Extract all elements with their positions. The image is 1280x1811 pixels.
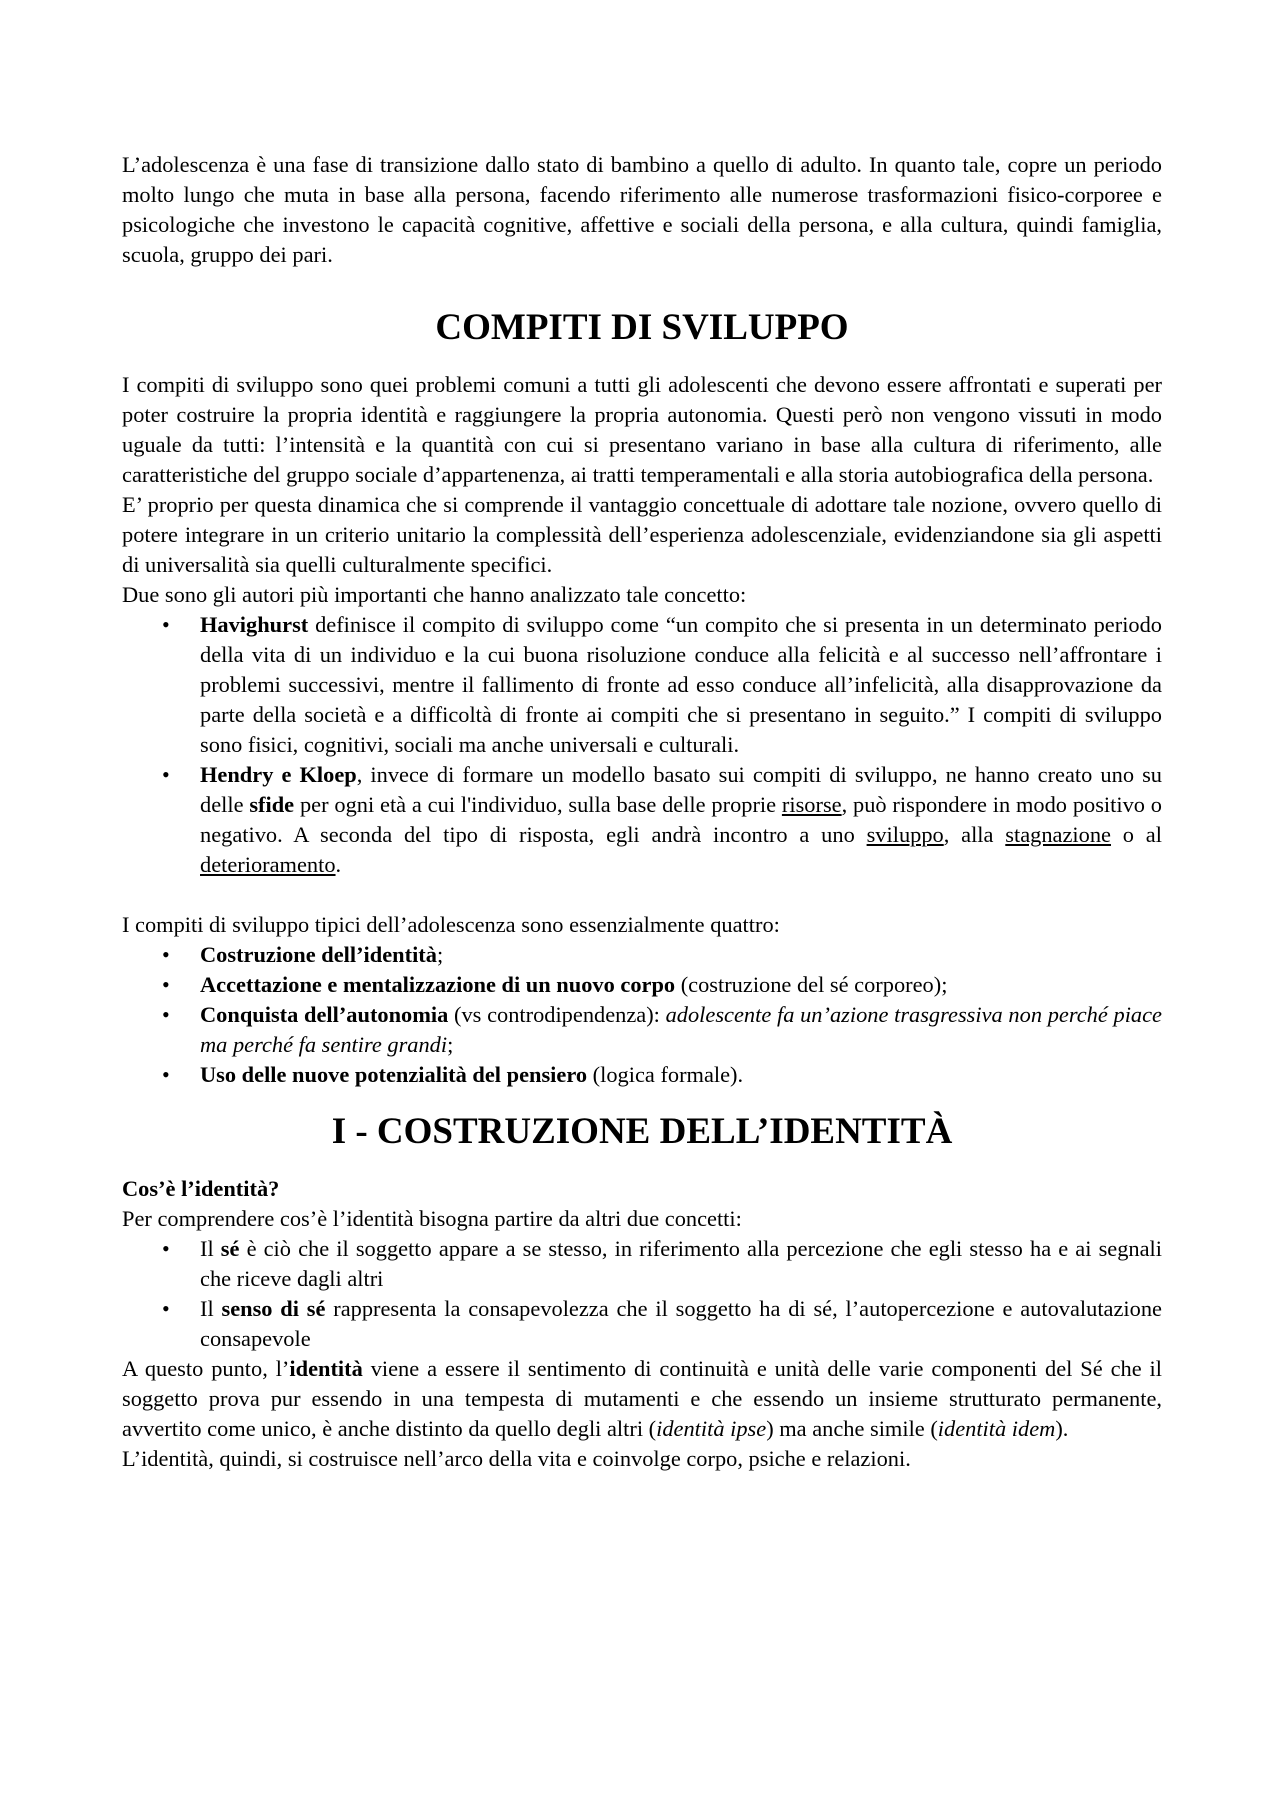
task-text: (vs controdipendenza): xyxy=(448,1002,666,1027)
task-text: ; xyxy=(436,942,444,967)
author-text: , alla xyxy=(943,822,1006,847)
list-item-task xyxy=(122,940,1162,970)
author-name: Hendry e Kloep xyxy=(200,762,357,787)
bullet-icon: • xyxy=(162,1002,170,1027)
author-name: Havighurst xyxy=(200,612,309,637)
identita-paragraph-3: L’identità, quindi, si costruisce nell’arco della vita e coinvolge corpo, psiche e relazioni. xyxy=(122,1446,911,1471)
paragraph-text: A questo punto, l’ xyxy=(122,1356,290,1381)
concept-pre: Il xyxy=(200,1236,221,1261)
concepts-list xyxy=(122,1234,1162,1354)
task-title: Conquista dell’autonomia xyxy=(200,1002,449,1027)
bullet-icon: • xyxy=(162,942,170,967)
identita-paragraph-2 xyxy=(122,1354,1162,1444)
heading-costruzione-identita: I - COSTRUZIONE DELL’IDENTITÀ xyxy=(331,1111,953,1152)
compiti-paragraph-2: E’ proprio per questa dinamica che si comprende il vantaggio concettuale di adottare tale nozione, ovvero quello di potere integrare in un criterio unitario la complessità dell’esperienza adolescenziale, evidenziandone sia gli aspetti di universalità sia quelli culturalmente specifici. xyxy=(122,492,1162,577)
term-identita-ipse: identità ipse xyxy=(656,1416,767,1441)
bullet-icon: • xyxy=(162,1236,170,1261)
task-title: Uso delle nuove potenzialità del pensiero xyxy=(200,1062,588,1087)
concept-term: senso di sé xyxy=(221,1296,326,1321)
authors-list xyxy=(122,610,1162,880)
term-risorse: risorse xyxy=(781,792,842,817)
paragraph-text: viene a essere il sentimento di continuità e unità delle varie componenti del Sé che il soggetto prova pur essendo in una tempesta di mutamenti e che essendo un insieme strutturato permanente, avvertito come unico, è anche distinto da quello degli altri ( xyxy=(122,1356,1162,1441)
list-item-concept xyxy=(122,1234,1162,1294)
term-identita: identità xyxy=(289,1356,363,1381)
task-title: Costruzione dell’identità xyxy=(200,942,437,967)
intro-paragraph: L’adolescenza è una fase di transizione dallo stato di bambino a quello di adulto. In quanto tale, copre un periodo molto lungo che muta in base alla persona, facendo riferimento alle numerose trasformazioni fisico-corporee e psicologiche che investono le capacità cognitive, affettive e sociali della persona, e alla cultura, quindi famiglia, scuola, gruppo dei pari. xyxy=(122,152,1162,267)
blank-line xyxy=(122,880,1162,910)
bullet-icon: • xyxy=(162,1062,170,1087)
task-title: Accettazione e mentalizzazione di un nuovo corpo xyxy=(200,972,676,997)
author-text: definisce il compito di sviluppo come “un compito che si presenta in un determinato periodo della vita di un individuo e la cui buona risoluzione conduce alla felicità e al successo nell’affrontare i problemi successivi, mentre il fallimento di fronte ad esso conduce all’infelicità, alla disapprovazione da parte della società e a difficoltà di fronte ai compiti che si presentano in seguito.” I compiti di sviluppo sono fisici, cognitivi, sociali ma anche universali e culturali. xyxy=(200,612,1162,757)
subheading-cos-e-identita: Cos’è l’identità? xyxy=(122,1176,280,1201)
paragraph-text: ) ma anche simile ( xyxy=(766,1416,938,1441)
term-stagnazione: stagnazione xyxy=(1005,822,1111,847)
bullet-icon: • xyxy=(162,612,170,637)
bullet-icon: • xyxy=(162,972,170,997)
author-text: per ogni età a cui l'individuo, sulla base delle proprie xyxy=(294,792,782,817)
task-text: ; xyxy=(447,1032,454,1057)
term-sfide: sfide xyxy=(249,792,295,817)
author-text: , può rispondere in modo positivo o negativo. A seconda del tipo di risposta, egli andrà incontro a uno xyxy=(200,792,1162,847)
heading-compiti-di-sviluppo: COMPITI DI SVILUPPO xyxy=(435,307,849,348)
author-text: . xyxy=(335,852,342,877)
task-text: (logica formale). xyxy=(587,1062,744,1087)
compiti-paragraph-3: Due sono gli autori più importanti che hanno analizzato tale concetto: xyxy=(122,582,747,607)
paragraph-text: ). xyxy=(1055,1416,1069,1441)
document-page xyxy=(122,150,1162,1474)
compiti-paragraph-4: I compiti di sviluppo tipici dell’adolescenza sono essenzialmente quattro: xyxy=(122,912,780,937)
identita-paragraph-1: Per comprendere cos’è l’identità bisogna partire da altri due concetti: xyxy=(122,1206,742,1231)
bullet-icon: • xyxy=(162,762,170,787)
tasks-list xyxy=(122,940,1162,1090)
task-italic: adolescente fa un’azione trasgressiva non perché piace ma perché fa sentire grandi xyxy=(200,1002,1162,1057)
compiti-paragraph-1: I compiti di sviluppo sono quei problemi comuni a tutti gli adolescenti che devono essere affrontati e superati per poter costruire la propria identità e raggiungere la propria autonomia. Questi però non vengono vissuti in modo uguale da tutti: l’intensità e la quantità con cui si presentano variano in base alla cultura di riferimento, alle caratteristiche del gruppo sociale d’appartenenza, ai tratti temperamentali e alla storia autobiografica della persona. xyxy=(122,372,1162,487)
task-text: (costruzione del sé corporeo); xyxy=(675,972,948,997)
bullet-icon: • xyxy=(162,1296,170,1321)
author-text: , invece di formare un modello basato sui compiti di sviluppo, ne hanno creato uno su delle xyxy=(200,762,1163,817)
list-item-havighurst xyxy=(122,610,1162,760)
list-item-hendry-kloep xyxy=(122,760,1162,880)
list-item-task xyxy=(122,1060,1162,1090)
list-item-task xyxy=(122,970,1162,1000)
term-deterioramento: deterioramento xyxy=(200,852,336,877)
list-item-task xyxy=(122,1000,1162,1060)
concept-pre: Il xyxy=(200,1296,222,1321)
concept-text: rappresenta la consapevolezza che il soggetto ha di sé, l’autopercezione e autovalutazione consapevole xyxy=(200,1296,1162,1351)
author-text: o al xyxy=(1110,822,1162,847)
term-identita-idem: identità idem xyxy=(937,1416,1056,1441)
list-item-concept xyxy=(122,1294,1162,1354)
concept-term: sé xyxy=(220,1236,240,1261)
concept-text: è ciò che il soggetto appare a se stesso, in riferimento alla percezione che egli stesso ha e ai segnali che riceve dagli altri xyxy=(200,1236,1162,1291)
term-sviluppo: sviluppo xyxy=(866,822,944,847)
